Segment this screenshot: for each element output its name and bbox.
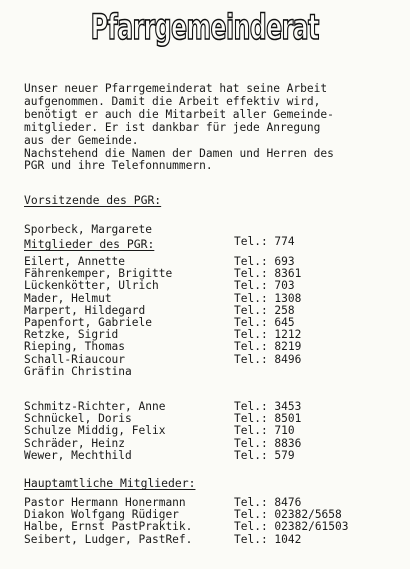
contact-name: Diakon Wolfgang Rüdiger <box>24 508 179 522</box>
contact-name: Seibert, Ludger, PastRef. <box>24 532 193 546</box>
fulltime-list <box>24 497 404 546</box>
contact-phone: Tel.: 1212 <box>234 328 302 342</box>
contact-row <box>24 280 404 292</box>
contact-row <box>24 366 404 378</box>
contact-name: Rieping, Thomas <box>24 340 126 354</box>
contact-phone: Tel.: 1042 <box>234 532 302 546</box>
intro-line: aus der Gemeinde. <box>24 133 139 147</box>
contact-phone: Tel.: 3453 <box>234 400 302 413</box>
contact-name: Pastor Hermann Honermann <box>24 496 186 509</box>
contact-phone: Tel.: 02382/61503 <box>234 520 349 534</box>
contact-phone: Tel.: 8476 <box>234 496 302 509</box>
contact-phone: Tel.: 8496 <box>234 352 302 366</box>
title-block <box>0 8 410 48</box>
intro-line: aufgenommen. Damit die Arbeit effektiv wird, <box>24 94 321 108</box>
contact-name: Schall-Riaucour <box>24 352 126 366</box>
contact-name: Gräfin Christina <box>24 364 132 378</box>
contact-name: Lückenkötter, Ulrich <box>24 279 159 293</box>
contact-phone: Tel.: 703 <box>234 279 295 293</box>
contact-phone: Tel.: 8836 <box>234 436 302 450</box>
contact-row <box>24 425 404 437</box>
members-list <box>24 256 404 378</box>
contact-name: Halbe, Ernst PastPraktik. <box>24 520 193 534</box>
contact-phone: Tel.: 645 <box>234 315 295 329</box>
fulltime-heading: Hauptamtliche Mitglieder: <box>24 476 196 490</box>
contact-name: Marpert, Hildegard <box>24 303 146 317</box>
intro-line: PGR und ihre Telefonnummern. <box>24 159 213 173</box>
contact-name: Mader, Helmut <box>24 291 112 305</box>
contact-name: Schräder, Heinz <box>24 436 126 450</box>
contact-row <box>24 293 404 305</box>
contact-phone: Tel.: 579 <box>234 448 295 462</box>
contact-row <box>24 341 404 353</box>
contact-phone: Tel.: 693 <box>234 255 295 268</box>
contact-name: Wewer, Mechthild <box>24 448 132 462</box>
contact-phone: Tel.: 774 <box>234 235 295 249</box>
contact-phone: Tel.: 8361 <box>234 267 302 281</box>
intro-line: Nachstehend die Namen der Damen und Herren des <box>24 146 334 160</box>
contact-phone: Tel.: 8219 <box>234 340 302 354</box>
contact-name: Schulze Middig, Felix <box>24 424 166 438</box>
contact-name: Eilert, Annette <box>24 255 126 268</box>
chair-heading: Vorsitzende des PGR: <box>24 193 162 207</box>
intro-paragraph <box>24 83 404 173</box>
contact-name: Retzke, Sigrid <box>24 328 119 342</box>
contact-row <box>24 354 404 366</box>
contact-row <box>24 534 404 546</box>
intro-line: benötigt er auch die Mitarbeit aller Gemeinde- <box>24 107 334 121</box>
contact-row <box>24 450 404 462</box>
contact-row <box>24 438 404 450</box>
contact-phone: Tel.: 258 <box>234 303 295 317</box>
page-title: Pfarrgemeinderat <box>90 8 320 48</box>
contact-name: Papenfort, Gabriele <box>24 315 152 329</box>
contact-name: Schnückel, Doris <box>24 412 132 426</box>
contact-phone: Tel.: 1308 <box>234 291 302 305</box>
contact-name: Schmitz-Richter, Anne <box>24 400 166 413</box>
contact-phone: Tel.: 710 <box>234 424 295 438</box>
intro-line: Unser neuer Pfarrgemeinderat hat seine Arbeit <box>24 82 328 95</box>
members-heading: Mitglieder des PGR: <box>24 237 155 251</box>
contact-name: Fährenkemper, Brigitte <box>24 267 173 281</box>
contact-phone: Tel.: 02382/5658 <box>234 508 342 522</box>
contact-row <box>24 521 404 533</box>
contact-name: Sporbeck, Margarete <box>24 223 152 237</box>
members-list-continued <box>24 401 404 462</box>
intro-line: mitglieder. Er ist dankbar für jede Anregung <box>24 120 321 134</box>
contact-phone: Tel.: 8501 <box>234 412 302 426</box>
